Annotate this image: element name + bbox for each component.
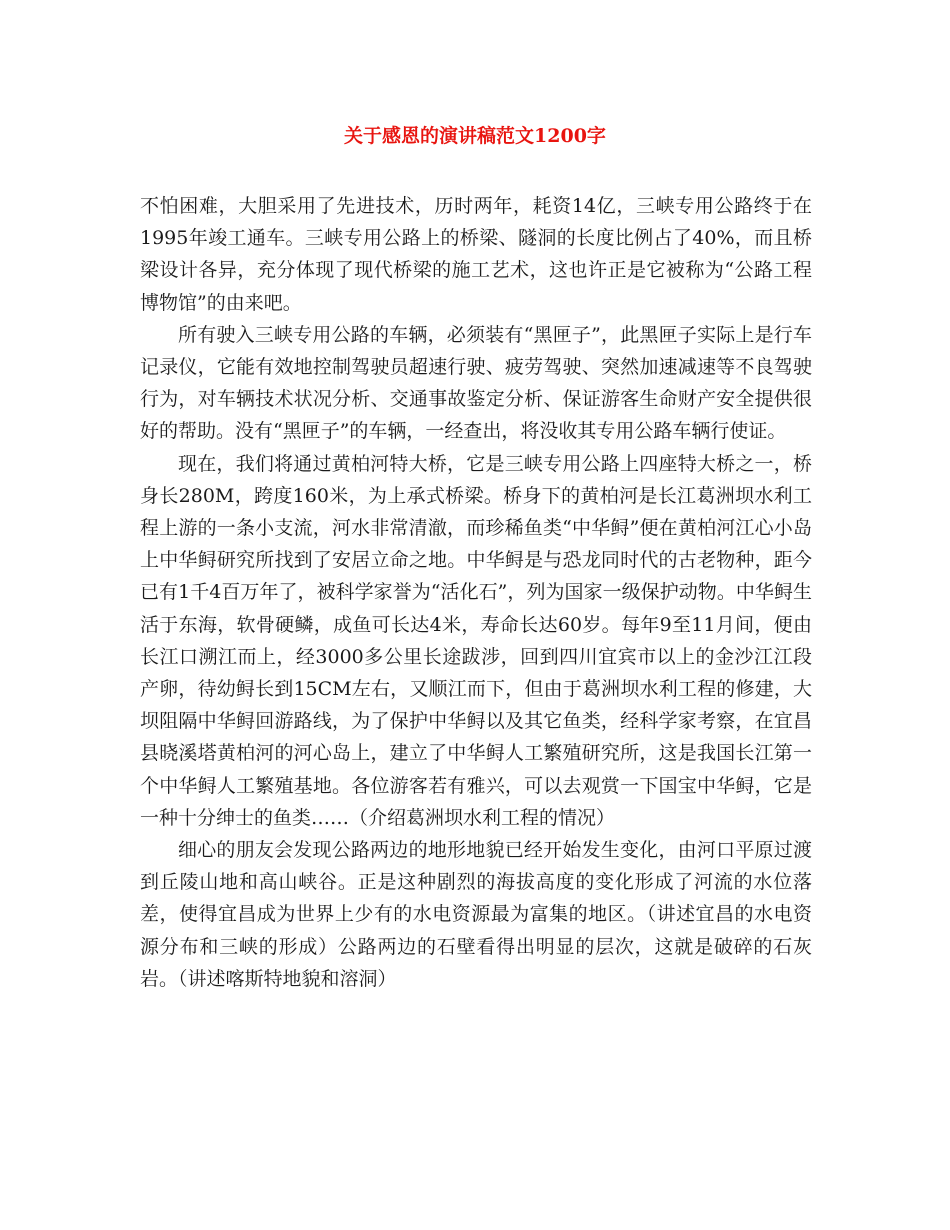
paragraph-1: 不怕困难，大胆采用了先进技术，历时两年，耗资14亿，三峡专用公路终于在1995年竣工通车。三峡专用公路上的桥梁、隧洞的长度比例占了40%，而且桥梁设计各异，充分体现了现代桥梁的施工艺术，这也许正是它被称为“公路工程博物馆”的由来吧。 [140, 195, 812, 314]
paragraph-2: 所有驶入三峡专用公路的车辆，必须装有“黑匣子”，此黑匣子实际上是行车记录仪，它能有效地控制驾驶员超速行驶、疲劳驾驶、突然加速减速等不良驾驶行为，对车辆技术状况分析、交通事故鉴定分析、保证游客生命财产安全提供很好的帮助。没有“黑匣子”的车辆，一经查出，将没收其专用公路车辆行使证。 [140, 323, 812, 443]
paragraph-3: 现在，我们将通过黄柏河特大桥，它是三峡专用公路上四座特大桥之一，桥身长280M，跨度160米，为上承式桥梁。桥身下的黄柏河是长江葛洲坝水利工程上游的一条小支流，河水非常清澈，而珍稀鱼类“中华鲟”便在黄柏河江心小岛上中华鲟研究所找到了安居立命之地。中华鲟是与恐龙同时代的古老物种，距今已有1千4百万年了，被科学家誉为“活化石”，列为国家一级保护动物。中华鲟生活于东海，软骨硬鳞，成鱼可长达4米，寿命长达60岁。每年9至11月间，便由长江口溯江而上，经3000多公里长途跋涉，回到四川宜宾市以上的金沙江江段产卵，待幼鲟长到15CM左右，又顺江而下，但由于葛洲坝水利工程的修建，大坝阻隔中华鲟回游路线，为了保护中华鲟以及其它鱼类，经科学家考察，在宜昌县晓溪塔黄柏河的河心岛上，建立了中华鲟人工繁殖研究所，这是我国长江第一个中华鲟人工繁殖基地。各位游客若有雅兴，可以去观赏一下国宝中华鲟，它是一种十分绅士的鱼类……（介绍葛洲坝水利工程的情况） [140, 452, 812, 829]
paragraph-4: 细心的朋友会发现公路两边的地形地貌已经开始发生变化，由河口平原过渡到丘陵山地和高山峡谷。正是这种剧烈的海拔高度的变化形成了河流的水位落差，使得宜昌成为世界上少有的水电资源最为富集的地区。（讲述宜昌的水电资源分布和三峡的形成）公路两边的石壁看得出明显的层次，这就是破碎的石灰岩。（讲述喀斯特地貌和溶洞） [140, 839, 812, 990]
document-title: 关于感恩的演讲稿范文1200字 [344, 125, 606, 147]
document-body [140, 190, 812, 995]
